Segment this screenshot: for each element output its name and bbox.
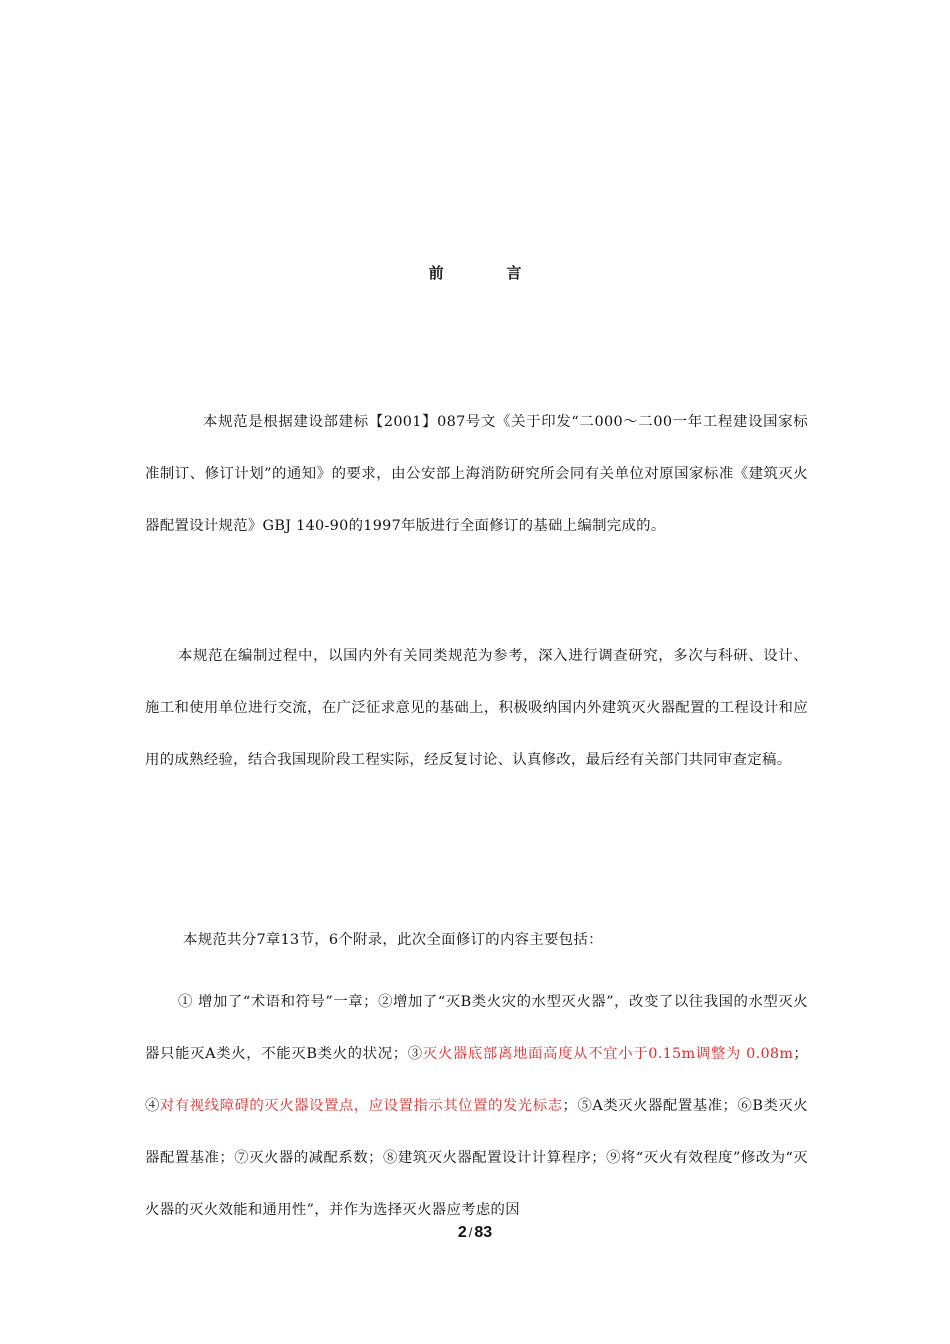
revision-text-part-1: ① 增加了“术语和符号”一章；②增加了“灭B类火灾的水型灭火器”，改变了以往我国的水型灭火器只能灭A类火，不能灭B类火的状况；③ xyxy=(145,994,808,1063)
revision-highlight-height: 灭火器底部离地面高度从不宜小于0.15m调整为 0.08m xyxy=(422,1046,794,1063)
paragraph-structure: 本规范共分7章13节，6个附录，此次全面修订的内容主要包括： xyxy=(183,932,603,949)
paragraph-origin: 本规范是根据建设部建标【2001】087号文《关于印发“二000～二00一年工程建设国家标准制订、修订计划”的通知》的要求，由公安部上海消防研究所会同有关单位对原国家标准《建筑灭火器配置设计规范》GBJ 140-90的1997年版进行全面修订的基础上编制完成的。 xyxy=(145,414,808,535)
revision-text-part-3: ；⑤A类灭火器配置基准；⑥B类灭火器配置基准；⑦灭火器的减配系数；⑧建筑灭火器配置设计计算程序；⑨将“灭火有效程度”修改为“灭火器的灭火效能和通用性”，并作为选择灭火器应考虑的因 xyxy=(145,1098,808,1219)
revision-text-part-2: ；④ xyxy=(145,1046,809,1115)
revision-highlight-sign: 对有视线障碍的灭火器设置点，应设置指示其位置的发光标志 xyxy=(159,1098,563,1115)
paragraph-drafting-process: 本规范在编制过程中，以国内外有关同类规范为参考，深入进行调查研究，多次与科研、设计、施工和使用单位进行交流，在广泛征求意见的基础上，积极吸纳国内外建筑灭火器配置的工程设计和应用的成熟经验，结合我国现阶段工程实际，经反复讨论、认真修改，最后经有关部门共同审查定稿。 xyxy=(145,648,808,769)
page-title: 前 言 xyxy=(428,264,522,282)
page-current: 2 xyxy=(457,1224,467,1241)
page-number xyxy=(0,1224,950,1242)
page-total: 83 xyxy=(474,1224,493,1241)
page-separator: / xyxy=(468,1225,473,1240)
paragraph-revision-items xyxy=(145,976,808,1236)
